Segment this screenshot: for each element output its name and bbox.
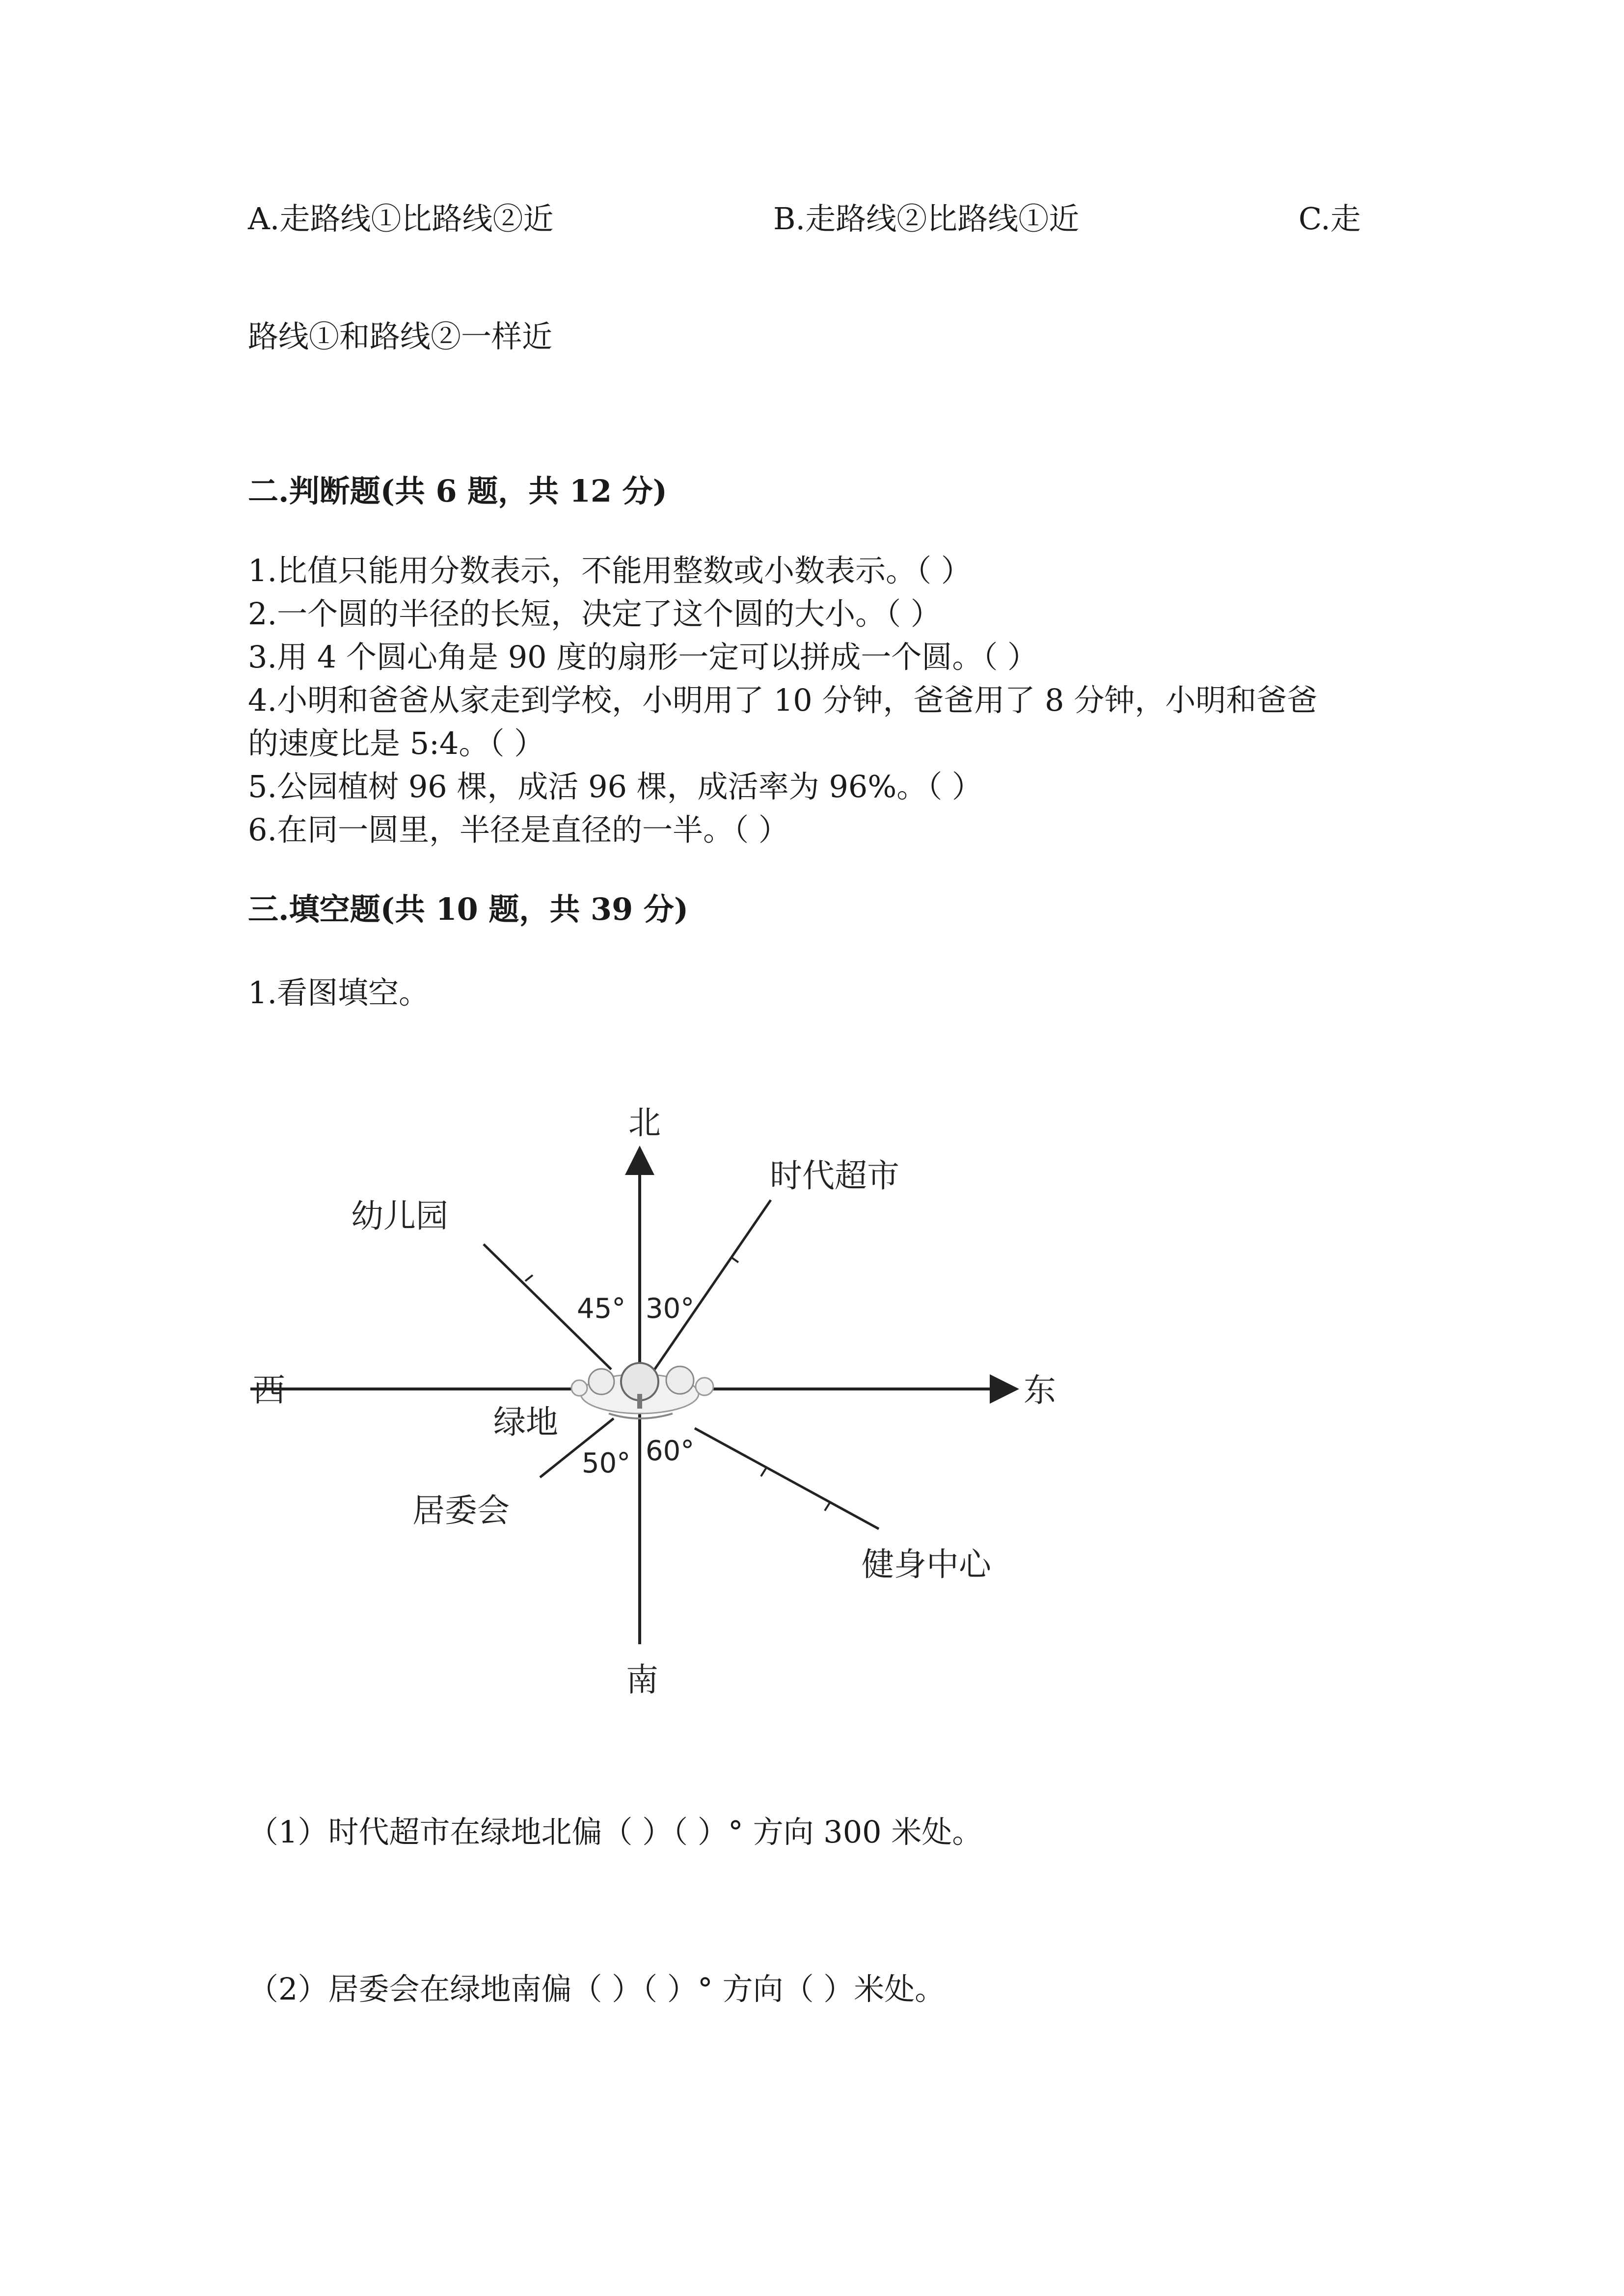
judge-item-3: 3.用 4 个圆心角是 90 度的扇形一定可以拼成一个圆。（ ） — [248, 639, 1038, 675]
direction-diagram — [236, 1080, 1080, 1728]
fitness-label: 健身中心 — [862, 1546, 991, 1583]
section-2-title: 二.判断题(共 6 题，共 12 分) — [248, 473, 668, 509]
ray-fitness — [695, 1428, 879, 1529]
south-label: 南 — [626, 1661, 658, 1699]
judge-item-1: 1.比值只能用分数表示，不能用整数或小数表示。（ ） — [248, 553, 972, 588]
section-3-title: 三.填空题(共 10 题，共 39 分) — [248, 891, 689, 927]
option-b: B.走路线②比路线①近 — [773, 201, 1080, 237]
west-label: 西 — [253, 1371, 285, 1409]
tick-mark — [731, 1257, 738, 1262]
judge-item-2: 2.一个圆的半径的长短，决定了这个圆的大小。（ ） — [248, 596, 941, 632]
angle-supermarket: 30° — [646, 1293, 695, 1325]
angle-committee: 50° — [582, 1447, 631, 1479]
east-label: 东 — [1024, 1371, 1056, 1409]
angle-kindergarten: 45° — [577, 1293, 626, 1325]
angle-fitness: 60° — [646, 1435, 695, 1467]
fill-question-1: 1.看图填空。 — [248, 975, 430, 1011]
kindergarten-label: 幼儿园 — [351, 1197, 448, 1235]
option-c-continued: 路线①和路线②一样近 — [248, 319, 553, 354]
tick-mark — [825, 1503, 830, 1511]
ray-supermarket — [653, 1200, 771, 1372]
center-label: 绿地 — [493, 1403, 558, 1441]
option-c: C.走 — [1299, 201, 1361, 237]
fill-subquestion-1: （1）时代超市在绿地北偏（ ）（ ）° 方向 300 米处。 — [248, 1814, 983, 1850]
tick-mark — [525, 1275, 533, 1281]
judge-item-4: 4.小明和爸爸从家走到学校，小明用了 10 分钟，爸爸用了 8 分钟，小明和爸爸 — [248, 682, 1318, 718]
fill-subquestion-2: （2）居委会在绿地南偏（ ）（ ）° 方向（ ）米处。 — [248, 1971, 946, 2007]
committee-label: 居委会 — [412, 1492, 510, 1529]
option-a: A.走路线①比路线②近 — [248, 201, 554, 237]
supermarket-label: 时代超市 — [770, 1157, 899, 1195]
judge-item-6: 6.在同一圆里，半径是直径的一半。（ ） — [248, 812, 789, 848]
north-label: 北 — [628, 1104, 661, 1142]
judge-item-4-continued: 的速度比是 5:4。（ ） — [248, 725, 545, 761]
tick-mark — [761, 1468, 766, 1476]
green-space-illustration — [571, 1363, 713, 1418]
judge-item-5: 5.公园植树 96 棵，成活 96 棵，成活率为 96%。（ ） — [248, 769, 982, 804]
